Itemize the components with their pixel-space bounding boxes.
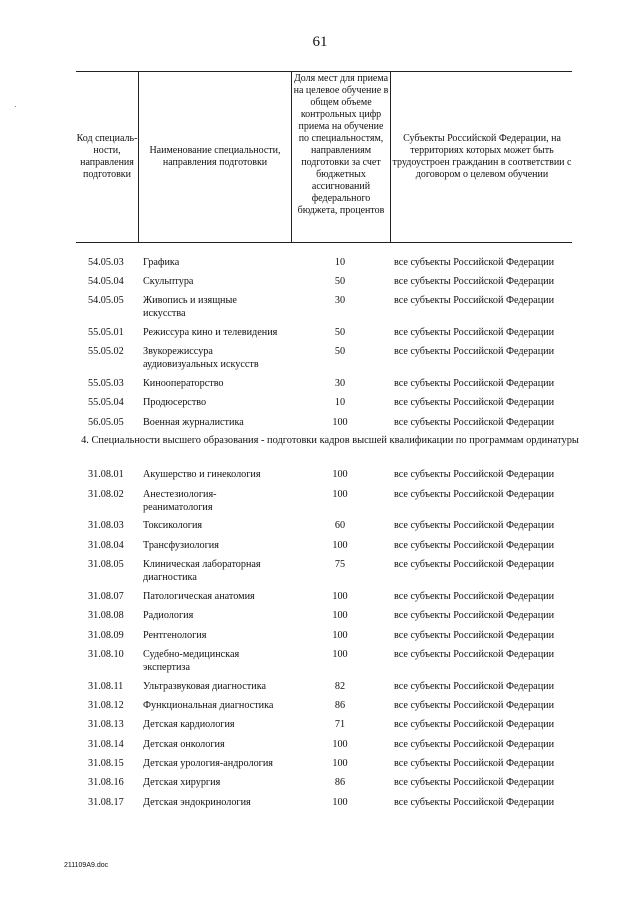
row-share: 50 [334,276,346,287]
row-name: Детская хирургия [143,777,221,788]
row-code: 31.08.12 [88,700,124,711]
document-filename: 211109A9.doc [64,862,109,869]
row-subjects: все субъекты Российской Федерации [394,295,555,306]
row-code: 31.08.10 [88,649,124,660]
row-share: 100 [332,540,348,551]
row-subjects: все субъекты Российской Федерации [394,397,555,408]
header-code: Код специаль-ности, направления подготовки [76,132,138,180]
row-code: 55.05.01 [88,327,124,338]
row-name: Режиссура кино и телевидения [143,327,278,338]
row-name: Военная журналистика [143,417,244,428]
row-name: Кинооператорство [143,378,224,389]
row-share: 100 [332,417,348,428]
row-code: 31.08.11 [88,681,124,692]
row-code: 31.08.09 [88,630,124,641]
header-name: Наименование специальности, направления подготовки [149,144,281,168]
row-name: Патологическая анатомия [143,591,255,602]
row-share: 86 [334,700,346,711]
row-name: Ультразвуковая диагностика [143,681,267,692]
row-name: Анестезиология-реаниматология [143,489,217,513]
row-subjects: все субъекты Российской Федерации [394,346,555,357]
row-share: 100 [332,739,348,750]
row-subjects: все субъекты Российской Федерации [394,610,555,621]
row-subjects: все субъекты Российской Федерации [394,777,555,788]
row-subjects: все субъекты Российской Федерации [394,591,555,602]
column-divider [138,71,139,242]
row-share: 100 [332,610,348,621]
row-code: 31.08.13 [88,719,124,730]
row-share: 10 [334,257,346,268]
row-share: 60 [334,520,346,531]
row-code: 31.08.02 [88,489,124,500]
table-header-bottom-rule [76,242,572,243]
scan-speck [15,106,16,107]
row-share: 100 [332,469,348,480]
row-code: 55.05.02 [88,346,124,357]
row-code: 31.08.14 [88,739,124,750]
row-subjects: все субъекты Российской Федерации [394,540,555,551]
row-share: 100 [332,649,348,660]
column-divider [390,71,391,242]
row-share: 100 [332,758,348,769]
row-subjects: все субъекты Российской Федерации [394,700,555,711]
row-subjects: все субъекты Российской Федерации [394,489,555,500]
row-share: 50 [334,327,346,338]
row-code: 55.05.04 [88,397,124,408]
row-name: Живопись и изящные искусства [143,295,237,319]
row-subjects: все субъекты Российской Федерации [394,378,555,389]
row-subjects: все субъекты Российской Федерации [394,559,555,570]
row-subjects: все субъекты Российской Федерации [394,327,555,338]
row-share: 10 [334,397,346,408]
header-share: Доля мест для приема на целевое обучение в общем объеме контрольных цифр приема на обучение по специальностям, направлениям подготовки за счет бюджетных ассигнований федерального бюджета, процентов [293,73,389,216]
row-code: 54.05.03 [88,257,124,268]
row-subjects: все субъекты Российской Федерации [394,719,555,730]
row-share: 86 [334,777,346,788]
row-name: Трансфузиология [143,540,219,551]
row-subjects: все субъекты Российской Федерации [394,758,555,769]
row-code: 54.05.05 [88,295,124,306]
row-code: 31.08.07 [88,591,124,602]
row-code: 54.05.04 [88,276,124,287]
row-subjects: все субъекты Российской Федерации [394,630,555,641]
row-share: 75 [334,559,346,570]
row-code: 31.08.17 [88,797,124,808]
row-code: 31.08.08 [88,610,124,621]
row-code: 31.08.15 [88,758,124,769]
row-name: Рентгенология [143,630,207,641]
row-name: Функциональная диагностика [143,700,274,711]
row-name: Детская урология-андрология [143,758,273,769]
row-share: 30 [334,378,346,389]
row-name: Клиническая лабораторная диагностика [143,559,261,583]
row-name: Продюсерство [143,397,207,408]
row-code: 31.08.16 [88,777,124,788]
row-subjects: все субъекты Российской Федерации [394,739,555,750]
row-subjects: все субъекты Российской Федерации [394,681,555,692]
row-code: 31.08.05 [88,559,124,570]
row-subjects: все субъекты Российской Федерации [394,520,555,531]
row-share: 82 [334,681,346,692]
row-subjects: все субъекты Российской Федерации [394,797,555,808]
row-code: 31.08.04 [88,540,124,551]
row-name: Графика [143,257,180,268]
section-title: 4. Специальности высшего образования - подготовки кадров высшей квалификации по программам ординатуры [81,435,579,446]
row-code: 31.08.03 [88,520,124,531]
header-subjects: Субъекты Российской Федерации, на территориях которых может быть трудоустроен гражданин в соответствии с договором о целевом обучении [392,132,572,180]
row-code: 56.05.05 [88,417,124,428]
row-subjects: все субъекты Российской Федерации [394,257,555,268]
row-subjects: все субъекты Российской Федерации [394,276,555,287]
row-name: Токсикология [143,520,203,531]
row-share: 50 [334,346,346,357]
row-share: 100 [332,591,348,602]
row-name: Детская эндокринология [143,797,251,808]
row-share: 30 [334,295,346,306]
row-name: Детская онкология [143,739,225,750]
row-subjects: все субъекты Российской Федерации [394,469,555,480]
row-name: Акушерство и гинекология [143,469,261,480]
row-name: Радиология [143,610,194,621]
row-share: 100 [332,797,348,808]
row-subjects: все субъекты Российской Федерации [394,417,555,428]
row-name: Детская кардиология [143,719,235,730]
row-code: 31.08.01 [88,469,124,480]
row-share: 100 [332,489,348,500]
page-number: 61 [312,34,328,50]
row-name: Судебно-медицинская экспертиза [143,649,240,673]
row-share: 71 [334,719,346,730]
column-divider [291,71,292,242]
row-subjects: все субъекты Российской Федерации [394,649,555,660]
row-name: Скульптура [143,276,194,287]
row-name: Звукорежиссура аудиовизуальных искусств [143,346,259,370]
row-share: 100 [332,630,348,641]
row-code: 55.05.03 [88,378,124,389]
